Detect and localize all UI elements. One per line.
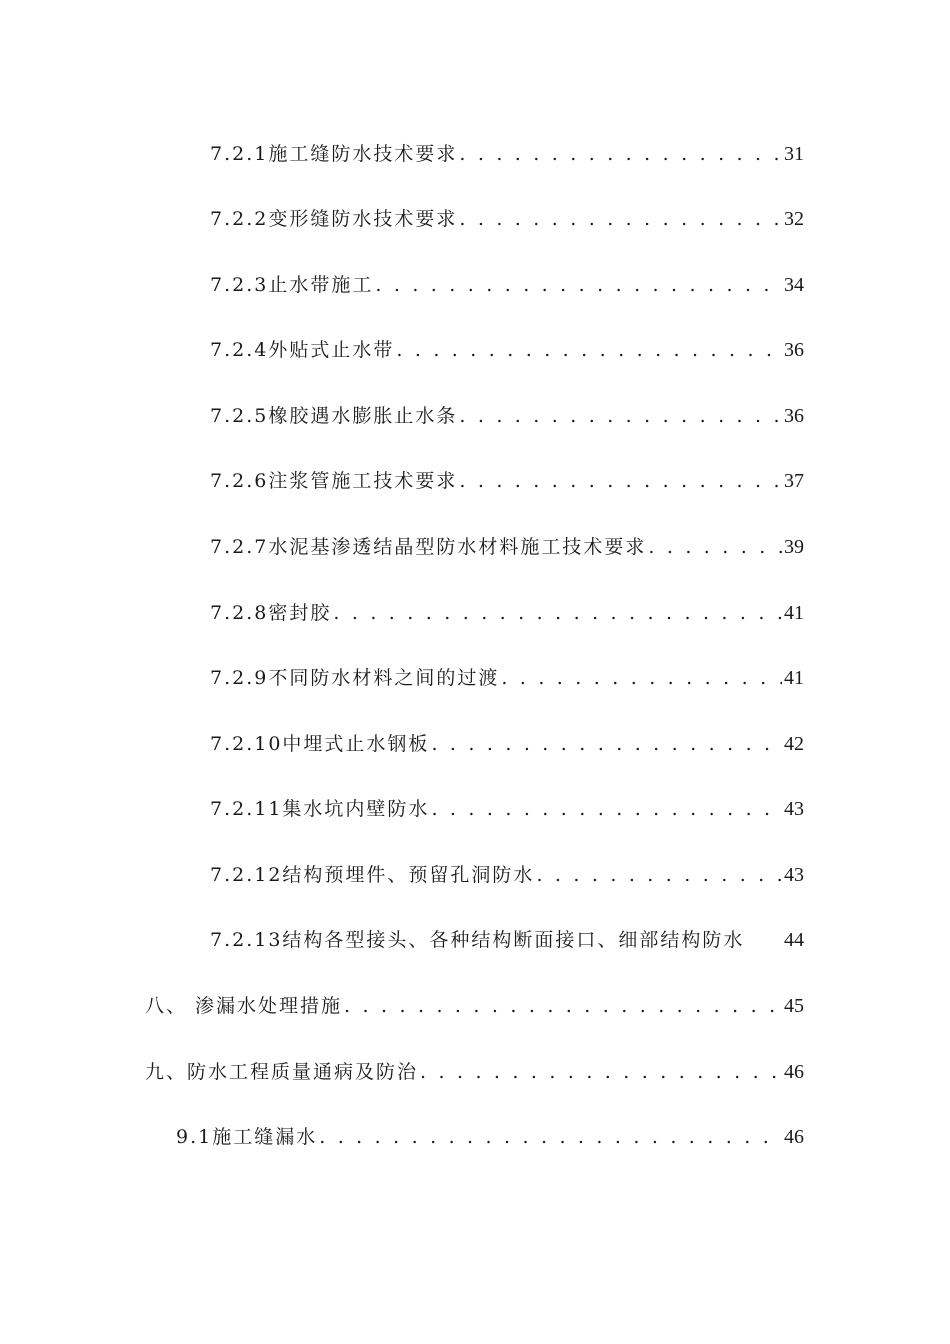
- toc-dot-leader: [396, 338, 782, 362]
- toc-entry-7-2-9[interactable]: [210, 660, 804, 690]
- toc-entry-chapter-8[interactable]: [145, 988, 804, 1018]
- toc-page-number: 44: [784, 929, 804, 951]
- toc-dot-leader: [536, 863, 782, 887]
- toc-entry-title: 7.2.10中埋式止水钢板: [210, 733, 430, 755]
- toc-entry-title: 7.2.11集水坑内壁防水: [210, 798, 430, 820]
- toc-page-number: 46: [784, 1126, 804, 1148]
- toc-entry-7-2-10[interactable]: [210, 726, 804, 756]
- toc-entry-title: 7.2.2变形缝防水技术要求: [210, 208, 458, 230]
- toc-entry-title: 7.2.12结构预埋件、预留孔洞防水: [210, 864, 535, 886]
- toc-dot-leader: [459, 142, 782, 166]
- toc-entry-title: 7.2.1施工缝防水技术要求: [210, 143, 458, 165]
- toc-dot-leader: [431, 797, 782, 821]
- toc-entry-title: 7.2.9不同防水材料之间的过渡: [210, 667, 500, 689]
- toc-dot-leader: [431, 732, 782, 756]
- toc-dot-leader: [648, 535, 782, 559]
- toc-entry-title: 9.1施工缝漏水: [176, 1126, 318, 1148]
- toc-entry-title: 八、 渗漏水处理措施: [145, 995, 343, 1017]
- toc-page-number: 37: [784, 470, 804, 492]
- toc-entry-title: 7.2.4外贴式止水带: [210, 339, 395, 361]
- toc-page-number: 31: [784, 143, 804, 165]
- toc-entry-9-1[interactable]: [176, 1119, 804, 1149]
- toc-dot-leader: [459, 404, 782, 428]
- toc-entry-title: 7.2.3止水带施工: [210, 274, 374, 296]
- toc-page-number: 46: [784, 1061, 804, 1083]
- toc-page-number: 39: [784, 536, 804, 558]
- toc-entry-7-2-11[interactable]: [210, 791, 804, 821]
- toc-page-number: 45: [784, 995, 804, 1017]
- toc-dot-leader: [420, 1060, 782, 1084]
- toc-entry-7-2-4[interactable]: [210, 332, 804, 362]
- toc-page-number: 43: [784, 798, 804, 820]
- toc-dot-leader: [319, 1125, 782, 1149]
- toc-entry-7-2-3[interactable]: [210, 267, 804, 297]
- toc-entry-title: 7.2.6注浆管施工技术要求: [210, 470, 458, 492]
- toc-page-number: 41: [784, 602, 804, 624]
- toc-dot-leader: [375, 273, 782, 297]
- toc-entry-title: 7.2.5橡胶遇水膨胀止水条: [210, 405, 458, 427]
- toc-page-number: 34: [784, 274, 804, 296]
- toc-dot-leader: [459, 207, 782, 231]
- toc-page-number: 36: [784, 405, 804, 427]
- toc-entry-7-2-2[interactable]: [210, 201, 804, 231]
- toc-dot-leader: [344, 994, 782, 1018]
- toc-page-number: 41: [784, 667, 804, 689]
- toc-page-number: 36: [784, 339, 804, 361]
- toc-dot-leader: [459, 469, 782, 493]
- toc-entry-chapter-9[interactable]: [145, 1054, 804, 1084]
- toc-page-number: 43: [784, 864, 804, 886]
- toc-entry-7-2-8[interactable]: [210, 595, 804, 625]
- toc-entry-7-2-6[interactable]: [210, 463, 804, 493]
- toc-entry-title: 7.2.8密封胶: [210, 602, 332, 624]
- toc-entry-7-2-13[interactable]: [210, 922, 804, 952]
- toc-entry-7-2-12[interactable]: [210, 857, 804, 887]
- toc-page-number: 32: [784, 208, 804, 230]
- toc-entry-7-2-7[interactable]: [210, 529, 804, 559]
- toc-dot-leader: [501, 666, 782, 690]
- toc-entry-7-2-5[interactable]: [210, 398, 804, 428]
- toc-entry-title: 7.2.13结构各型接头、各种结构断面接口、细部结构防水: [210, 929, 745, 951]
- toc-entry-7-2-1[interactable]: [210, 136, 804, 166]
- toc-entry-title: 7.2.7水泥基渗透结晶型防水材料施工技术要求: [210, 536, 647, 558]
- toc-dot-leader: [333, 601, 782, 625]
- toc-entry-title: 九、防水工程质量通病及防治: [145, 1061, 419, 1083]
- toc-page-number: 42: [784, 733, 804, 755]
